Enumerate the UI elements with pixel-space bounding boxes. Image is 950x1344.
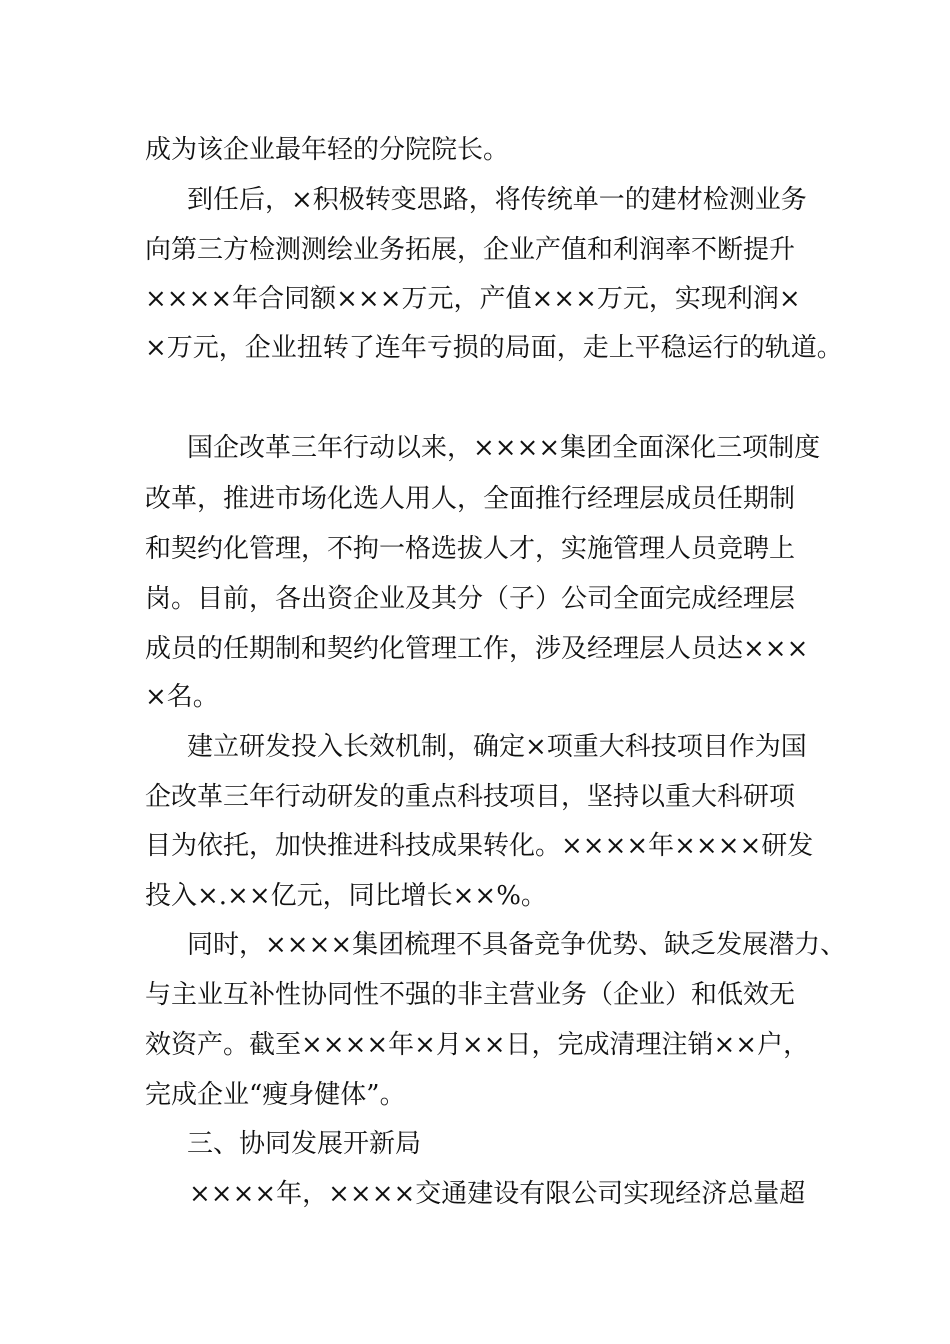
text-line-15: 投入×.××亿元，同比增长××%。 [145,881,547,911]
text-line-16: 同时，××××集团梳理不具备竞争优势、缺乏发展潜力、 [187,930,847,960]
text-line-5: ×万元，企业扭转了连年亏损的局面，走上平稳运行的轨道。 [145,333,843,363]
text-line-8: 和契约化管理，不拘一格选拔人才，实施管理人员竞聘上 [145,534,796,564]
text-line-17: 与主业互补性协同性不强的非主营业务（企业）和低效无 [145,980,796,1010]
text-line-18: 效资产。截至××××年×月××日，完成清理注销××户， [145,1030,810,1060]
text-line-3: 向第三方检测测绘业务拓展，企业产值和利润率不断提升 [145,235,796,265]
text-line-14: 目为依托，加快推进科技成果转化。××××年××××研发 [145,831,814,861]
text-line-19: 完成企业“瘦身健体”。 [145,1080,406,1110]
text-line-10: 成员的任期制和契约化管理工作，涉及经理层人员达××× [145,634,809,664]
section-heading: 三、协同发展开新局 [187,1129,422,1159]
text-line-9: 岗。目前，各出资企业及其分（子）公司全面完成经理层 [145,584,796,614]
text-line-12: 建立研发投入长效机制，确定×项重大科技项目作为国 [187,732,807,762]
text-line-2: 到任后，×积极转变思路，将传统单一的建材检测业务 [187,185,807,215]
text-line-6: 国企改革三年行动以来，××××集团全面深化三项制度 [187,433,821,463]
text-line-4: ××××年合同额×××万元，产值×××万元，实现利润× [145,284,801,314]
text-line-13: 企改革三年行动研发的重点科技项目，坚持以重大科研项 [145,782,796,812]
text-line-21: ××××年，××××交通建设有限公司实现经济总量超 [189,1179,806,1209]
text-line-1: 成为该企业最年轻的分院院长。 [145,135,510,165]
text-line-11: ×名。 [145,682,219,712]
text-line-7: 改革，推进市场化选人用人，全面推行经理层成员任期制 [145,484,796,514]
